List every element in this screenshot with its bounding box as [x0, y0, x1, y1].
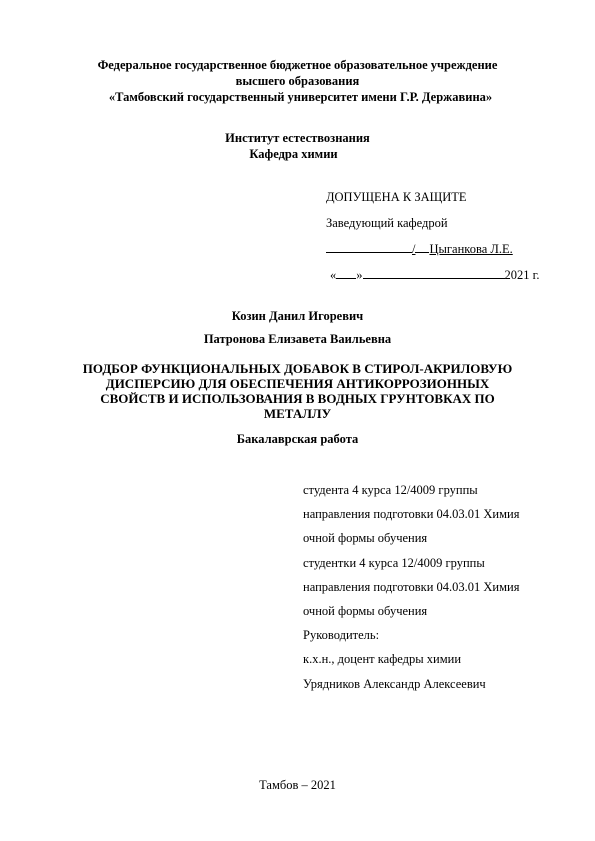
info-line: студента 4 курса 12/4009 группы [303, 483, 478, 497]
admission-block [326, 184, 595, 288]
signature-separator: / [412, 242, 416, 256]
date-day-blank [336, 264, 356, 279]
info-line: направления подготовки 04.03.01 Химия [303, 507, 520, 522]
supervisor-label: Руководитель: [303, 628, 380, 643]
author-1: Козин Данил Игоревич [231, 309, 364, 323]
institution-line-2: высшего образования [235, 74, 360, 88]
supervisor-position: к.х.н., доцент кафедры химии [303, 652, 462, 667]
title-line-3: СВОЙСТВ И ИСПОЛЬЗОВАНИЯ В ВОДНЫХ ГРУНТОВКАХ ПО [100, 391, 495, 406]
info-line: студентки 4 курса 12/4009 группы [303, 555, 485, 570]
signature-line [326, 236, 513, 262]
title-line-1: ПОДБОР ФУНКЦИОНАЛЬНЫХ ДОБАВОК В СТИРОЛ-АКРИЛОВУЮ [82, 361, 513, 376]
thesis-title [0, 361, 595, 421]
info-line: очной формы обучения [303, 604, 428, 619]
date-month-blank [363, 264, 505, 279]
info-line: направления подготовки 04.03.01 Химия [303, 579, 520, 594]
title-line-4: МЕТАЛЛУ [263, 406, 332, 421]
institute-name: Институт естествознания [225, 131, 370, 145]
institution-line-3: «Тамбовский государственный университет имени Г.Р. Державина» [108, 90, 493, 104]
admission-title: ДОПУЩЕНА К ЗАЩИТЕ [326, 190, 467, 204]
date-line [326, 262, 539, 288]
thesis-type: Бакалаврская работа [236, 432, 359, 446]
date-year: 2021 г. [504, 268, 540, 282]
date-open-quote: « [330, 268, 337, 282]
date-close-quote: » [356, 268, 363, 282]
department-name: Кафедра химии [249, 147, 338, 161]
title-line-2: ДИСПЕРСИЮ ДЛЯ ОБЕСПЕЧЕНИЯ АНТИКОРРОЗИОННЫХ [105, 376, 490, 391]
admission-role: Заведующий кафедрой [326, 216, 448, 230]
head-name: Цыганкова Л.Е. [429, 242, 513, 256]
signature-blank [326, 238, 412, 253]
signature-gap [415, 238, 429, 253]
institution-line-1: Федеральное государственное бюджетное образовательное учреждение [97, 58, 498, 72]
institution-header [0, 57, 595, 105]
supervisor-name: Урядников Александр Алексеевич [303, 676, 486, 691]
city-year: Тамбов – 2021 [259, 778, 336, 792]
student-info-block [303, 478, 519, 696]
institute-block [0, 130, 595, 162]
author-2: Патронова Елизавета Ваильевна [203, 332, 392, 346]
info-line: очной формы обучения [303, 531, 428, 546]
